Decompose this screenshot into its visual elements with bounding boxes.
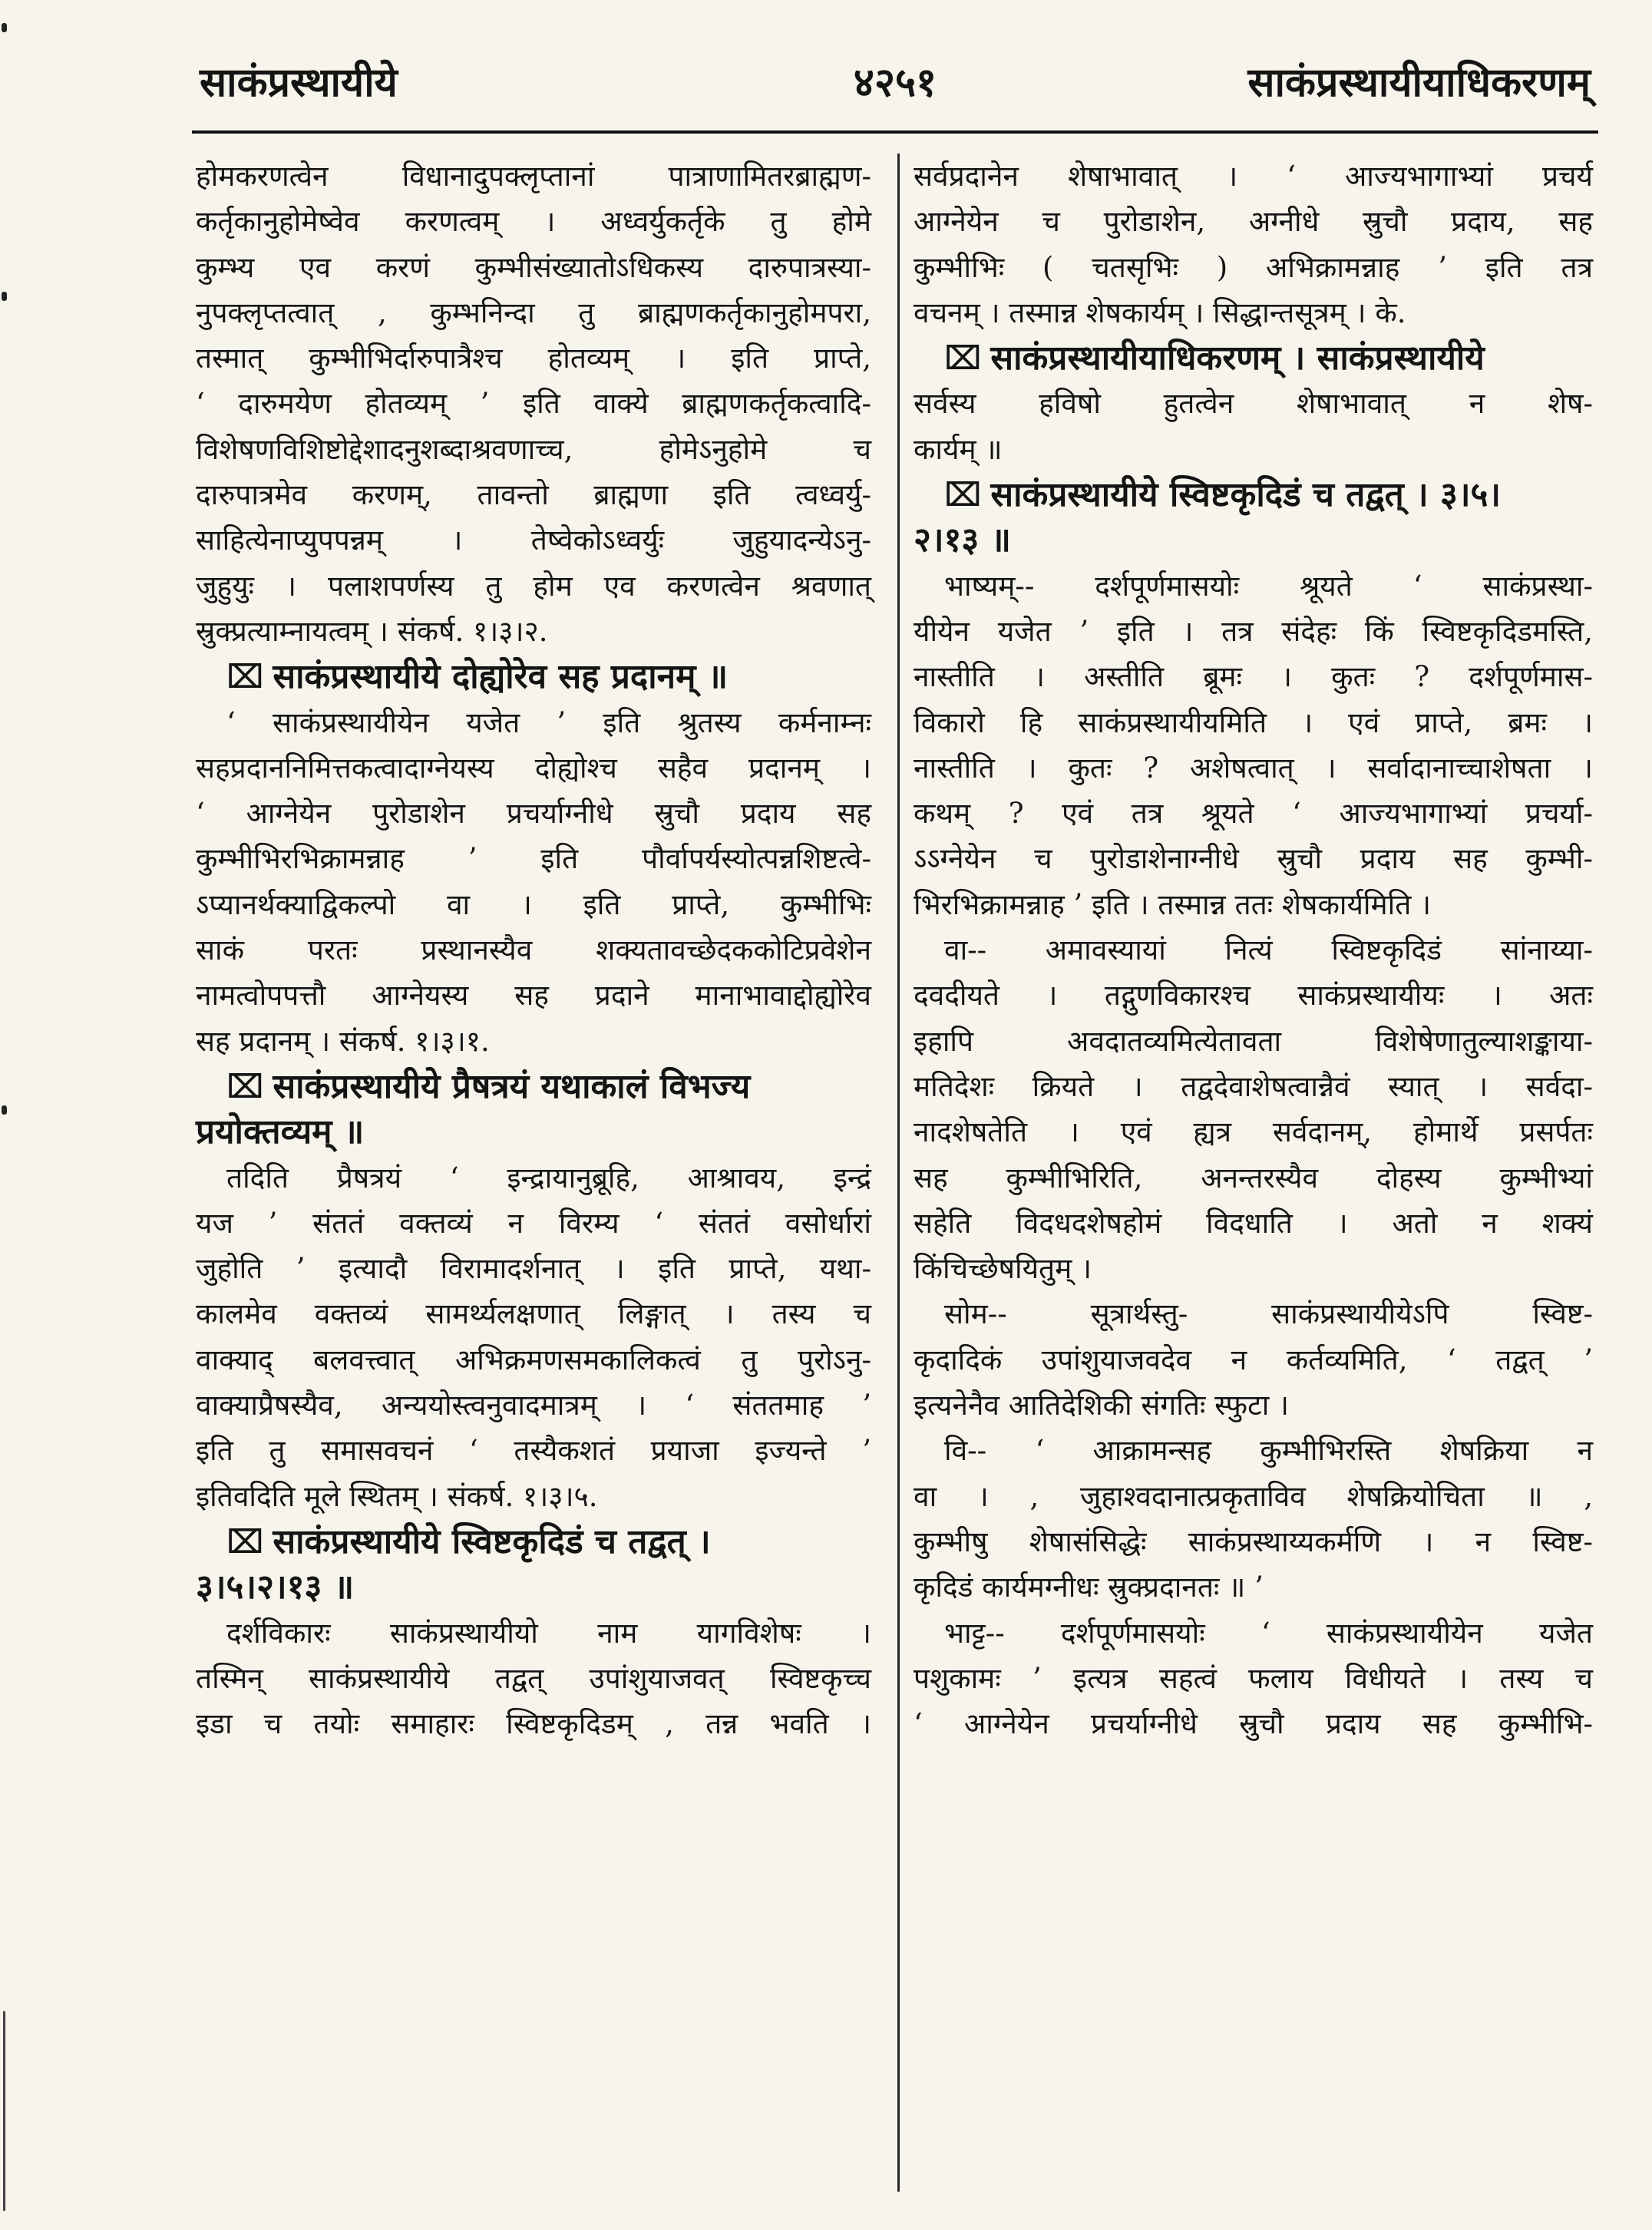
text-line: नास्तीति । कुतः ? अशेषत्वात् । सर्वादानाच्चाशेषता । bbox=[914, 751, 1593, 785]
text-line: विशेषणविशिष्टोद्देशादनुशब्दाश्रवणाच्च, होमेऽनुहोमे च bbox=[196, 432, 871, 466]
text-line: मतिदेशः क्रियते । तद्वदेवाशेषत्वान्नैवं स्यात् । सर्वदा- bbox=[914, 1069, 1593, 1103]
header-rule bbox=[192, 130, 1598, 134]
binding-hole bbox=[2, 292, 7, 301]
text-line: सहेति विदधदशेषहोमं विदधाति । अतो न शक्यं bbox=[914, 1206, 1593, 1240]
text-line: वा । , जुहाश्वदानात्प्रकृताविव शेषक्रियोचिता ॥ , bbox=[914, 1479, 1593, 1513]
text-line: कालमेव वक्तव्यं सामर्थ्यलक्षणात् लिङ्गात् । तस्य च bbox=[196, 1297, 871, 1331]
text-line: सर्वप्रदानेन शेषाभावात् । ‘ आज्यभागाभ्यां प्रचर्य bbox=[914, 160, 1593, 193]
text-line: भाष्यम्-- दर्शपूर्णमासयोः श्रूयते ‘ साकंप्रस्था- bbox=[944, 569, 1593, 603]
text-line: वचनम् । तस्मान्न शेषकार्यम् । सिद्धान्तसूत्रम् । के. bbox=[914, 296, 1406, 329]
section-mark-icon: ⌧ bbox=[226, 1067, 264, 1105]
binding-hole bbox=[2, 23, 7, 32]
text-line: कुम्भीभिः ( चतसृभिः ) अभिक्रामन्नाह ’ इति तत्र bbox=[914, 250, 1593, 284]
text-line: जुहुयुः । पलाशपर्णस्य तु होम एव करणत्वेन श्रवणात् bbox=[196, 569, 871, 603]
text-line: ‘ साकंप्रस्थायीयेन यजेत ’ इति श्रुतस्य कर्मनाम्नः bbox=[226, 705, 871, 739]
text-line: कुम्भ्य एव करणं कुम्भीसंख्यातोऽधिकस्य दारुपात्रस्या- bbox=[196, 250, 871, 284]
text-line: सहप्रदाननिमित्तकत्वादाग्नेयस्य दोह्योश्च सहैव प्रदानम् । bbox=[196, 751, 871, 785]
text-line: नामत्वोपपत्तौ आग्नेयस्य सह प्रदाने मानाभावाद्दोह्योरेव bbox=[196, 979, 871, 1013]
column-divider bbox=[897, 154, 900, 2192]
text-line: किंचिच्छेषयितुम् । bbox=[914, 1252, 1092, 1286]
text-line: वा-- अमावस्यायां नित्यं स्विष्टकृदिडं सांनाय्या- bbox=[944, 933, 1593, 967]
text-line: कृदिडं कार्यमग्नीधः स्रुक्प्रदानतः ॥ ’ bbox=[914, 1571, 1264, 1604]
section-mark-icon: ⌧ bbox=[944, 339, 982, 378]
text-line: ‘ आग्नेयेन पुरोडाशेन प्रचर्याग्नीधे स्रुचौ प्रदाय सह bbox=[196, 797, 871, 831]
section-mark-icon: ⌧ bbox=[944, 476, 982, 514]
section-mark-icon: ⌧ bbox=[226, 1522, 264, 1561]
text-line: दर्शविकारः साकंप्रस्थायीयो नाम यागविशेषः । bbox=[226, 1616, 871, 1650]
section-mark-icon: ⌧ bbox=[226, 658, 264, 696]
text-line: नुपक्लृप्तत्वात् , कुम्भनिन्दा तु ब्राह्मणकर्तृकानुहोमपरा, bbox=[196, 296, 871, 329]
text-line: तदिति प्रैषत्रयं ‘ इन्द्रायानुब्रूहि, आश्रावय, इन्द्रं bbox=[226, 1161, 871, 1194]
text-line: कर्तृकानुहोमेष्वेव करणत्वम् । अध्वर्युकर्तृके तु होमे bbox=[196, 205, 871, 239]
section-heading bbox=[914, 472, 1593, 517]
section-heading bbox=[914, 335, 1593, 381]
text-line: आग्नेयेन च पुरोडाशेन, अग्नीधे स्रुचौ प्रदाय, सह bbox=[914, 205, 1593, 239]
text-line: कुम्भीभिरभिक्रामन्नाह ’ इति पौर्वापर्यस्योत्पन्नशिष्टत्वे- bbox=[196, 842, 871, 876]
section-heading-text: साकंप्रस्थायीये प्रैषत्रयं यथाकालं विभज्य bbox=[273, 1066, 751, 1106]
text-line: वाक्याद् बलवत्त्वात् अभिक्रमणसमकालिकत्वं तु पुरोऽनु- bbox=[196, 1343, 871, 1376]
binding-hole bbox=[2, 1105, 7, 1115]
text-line: पशुकामः ’ इत्यत्र सहत्वं फलाय विधीयते । तस्य च bbox=[914, 1661, 1593, 1695]
text-line: कार्यम् ॥ bbox=[914, 432, 1003, 466]
text-line: सह प्रदानम् । संकर्ष. १।३।१. bbox=[196, 1024, 490, 1058]
right-column bbox=[914, 154, 1593, 1746]
text-line: ‘ आग्नेयेन प्रचर्याग्नीधे स्रुचौ प्रदाय सह कुम्भीभि- bbox=[914, 1707, 1593, 1741]
text-line: कुम्भीषु शेषासंसिद्धेः साकंप्रस्थाय्यकर्मणि । न स्विष्ट- bbox=[914, 1525, 1593, 1558]
text-line: दारुपात्रमेव करणम्, तावन्तो ब्राह्मणा इति त्वध्वर्यु- bbox=[196, 478, 871, 512]
text-line: इत्यनेनैव आतिदेशिकी संगतिः स्फुटा । bbox=[914, 1389, 1290, 1422]
section-heading bbox=[196, 1519, 871, 1564]
text-line: इडा च तयोः समाहारः स्विष्टकृदिडम् , तन्न भवति । bbox=[196, 1707, 871, 1741]
text-line: इहापि अवदातव्यमित्येतावता विशेषेणातुल्याशङ्काया- bbox=[914, 1024, 1593, 1058]
header-right: साकंप्रस्थायीयाधिकरणम् bbox=[1247, 60, 1591, 106]
text-line: यज ’ संततं वक्तव्यं न विरम्य ‘ संततं वसोर्धारां bbox=[196, 1206, 871, 1240]
section-heading-text: साकंप्रस्थायीये दोह्योरेव सह प्रदानम् ॥ bbox=[273, 657, 729, 697]
section-heading-text: साकंप्रस्थायीये स्विष्टकृदिडं च तद्वत् । ३।५। bbox=[990, 475, 1502, 515]
running-header bbox=[200, 54, 1591, 115]
text-line: ३।५।२।१३ ॥ bbox=[196, 1568, 355, 1607]
text-line: साहित्येनाप्युपपन्नम् । तेष्वेकोऽध्वर्युः जुहुयादन्येऽनु- bbox=[196, 524, 871, 557]
text-line: ऽऽग्नेयेन च पुरोडाशेनाग्नीधे स्रुचौ प्रदाय सह कुम्भी- bbox=[914, 842, 1593, 876]
text-line: भिरभिक्रामन्नाह ’ इति । तस्मान्न ततः शेषकार्यमिति । bbox=[914, 887, 1432, 921]
text-line: जुहोति ’ इत्यादौ विरामादर्शनात् । इति प्राप्ते, यथा- bbox=[196, 1252, 871, 1286]
text-line: २।१३ ॥ bbox=[914, 520, 1011, 560]
text-line: तस्मिन् साकंप्रस्थायीये तद्वत् उपांशुयाजवत् स्विष्टकृच्च bbox=[196, 1661, 871, 1695]
text-line: वाक्याप्रैषस्यैव, अन्ययोस्त्वनुवादमात्रम् । ‘ संततमाह ’ bbox=[196, 1389, 871, 1422]
text-line: साकं परतः प्रस्थानस्यैव शक्यतावच्छेदककोटिप्रवेशेन bbox=[196, 933, 871, 967]
text-line: नास्तीति । अस्तीति ब्रूमः । कुतः ? दर्शपूर्णमास- bbox=[914, 660, 1593, 694]
text-line: स्रुक्प्रत्याम्नायत्वम् । संकर्ष. १।३।२. bbox=[196, 614, 548, 648]
text-line: भाट्ट-- दर्शपूर्णमासयोः ‘ साकंप्रस्थायीयेन यजेत bbox=[944, 1616, 1593, 1650]
text-line: यीयेन यजेत ’ इति । तत्र संदेहः किं स्विष्टकृदिडमस्ति, bbox=[914, 614, 1593, 648]
binding-edge bbox=[0, 0, 12, 2230]
text-line: होमकरणत्वेन विधानादुपक्लृप्तानां पात्राणामितरब्राह्मण- bbox=[196, 160, 871, 193]
page-number: ४२५१ bbox=[853, 60, 937, 106]
section-heading-text: साकंप्रस्थायीये स्विष्टकृदिडं च तद्वत् । bbox=[273, 1521, 711, 1561]
text-line: दवदीयते । तद्गुणविकारश्च साकंप्रस्थायीयः । अतः bbox=[914, 979, 1593, 1013]
section-heading bbox=[196, 1064, 871, 1109]
text-line: वि-- ‘ आक्रामन्सह कुम्भीभिरस्ति शेषक्रिया न bbox=[944, 1434, 1593, 1468]
text-line: सह कुम्भीभिरिति, अनन्तरस्यैव दोहस्य कुम्भीभ्यां bbox=[914, 1161, 1593, 1194]
left-column bbox=[196, 154, 871, 1746]
text-line: प्रयोक्तव्यम् ॥ bbox=[196, 1112, 365, 1152]
text-line: इति तु समासवचनं ‘ तस्यैकशतं प्रयाजा इज्यन्ते ’ bbox=[196, 1434, 871, 1468]
text-line: नादशेषतेति । एवं ह्यत्र सर्वदानम्, होमार्थे प्रसर्पतः bbox=[914, 1115, 1593, 1149]
section-heading-text: साकंप्रस्थायीयाधिकरणम् । साकंप्रस्थायीये bbox=[990, 339, 1485, 378]
text-line: कृदादिकं उपांशुयाजवदेव न कर्तव्यमिति, ‘ तद्वत् ’ bbox=[914, 1343, 1593, 1376]
text-line: तस्मात् कुम्भीभिर्दारुपात्रैश्च होतव्यम् । इति प्राप्ते, bbox=[196, 342, 871, 375]
binding-stitch bbox=[3, 2011, 5, 2211]
header-left: साकंप्रस्थायीये bbox=[200, 60, 398, 106]
text-line: ऽप्यानर्थक्याद्विकल्पो वा । इति प्राप्ते, कुम्भीभिः bbox=[196, 887, 871, 921]
text-line: सर्वस्य हविषो हुतत्वेन शेषाभावात् न शेष- bbox=[914, 387, 1593, 421]
text-line: ‘ दारुमयेण होतव्यम् ’ इति वाक्ये ब्राह्मणकर्तृकत्वादि- bbox=[196, 387, 871, 421]
text-line: विकारो हि साकंप्रस्थायीयमिति । एवं प्राप्ते, ब्रमः । bbox=[914, 705, 1593, 739]
section-heading bbox=[196, 654, 871, 699]
text-line: इतिवदिति मूले स्थितम् । संकर्ष. १।३।५. bbox=[196, 1479, 598, 1513]
text-line: कथम् ? एवं तत्र श्रूयते ‘ आज्यभागाभ्यां प्रचर्या- bbox=[914, 797, 1593, 831]
text-line: सोम-- सूत्रार्थस्तु- साकंप्रस्थायीयेऽपि स्विष्ट- bbox=[944, 1297, 1593, 1331]
